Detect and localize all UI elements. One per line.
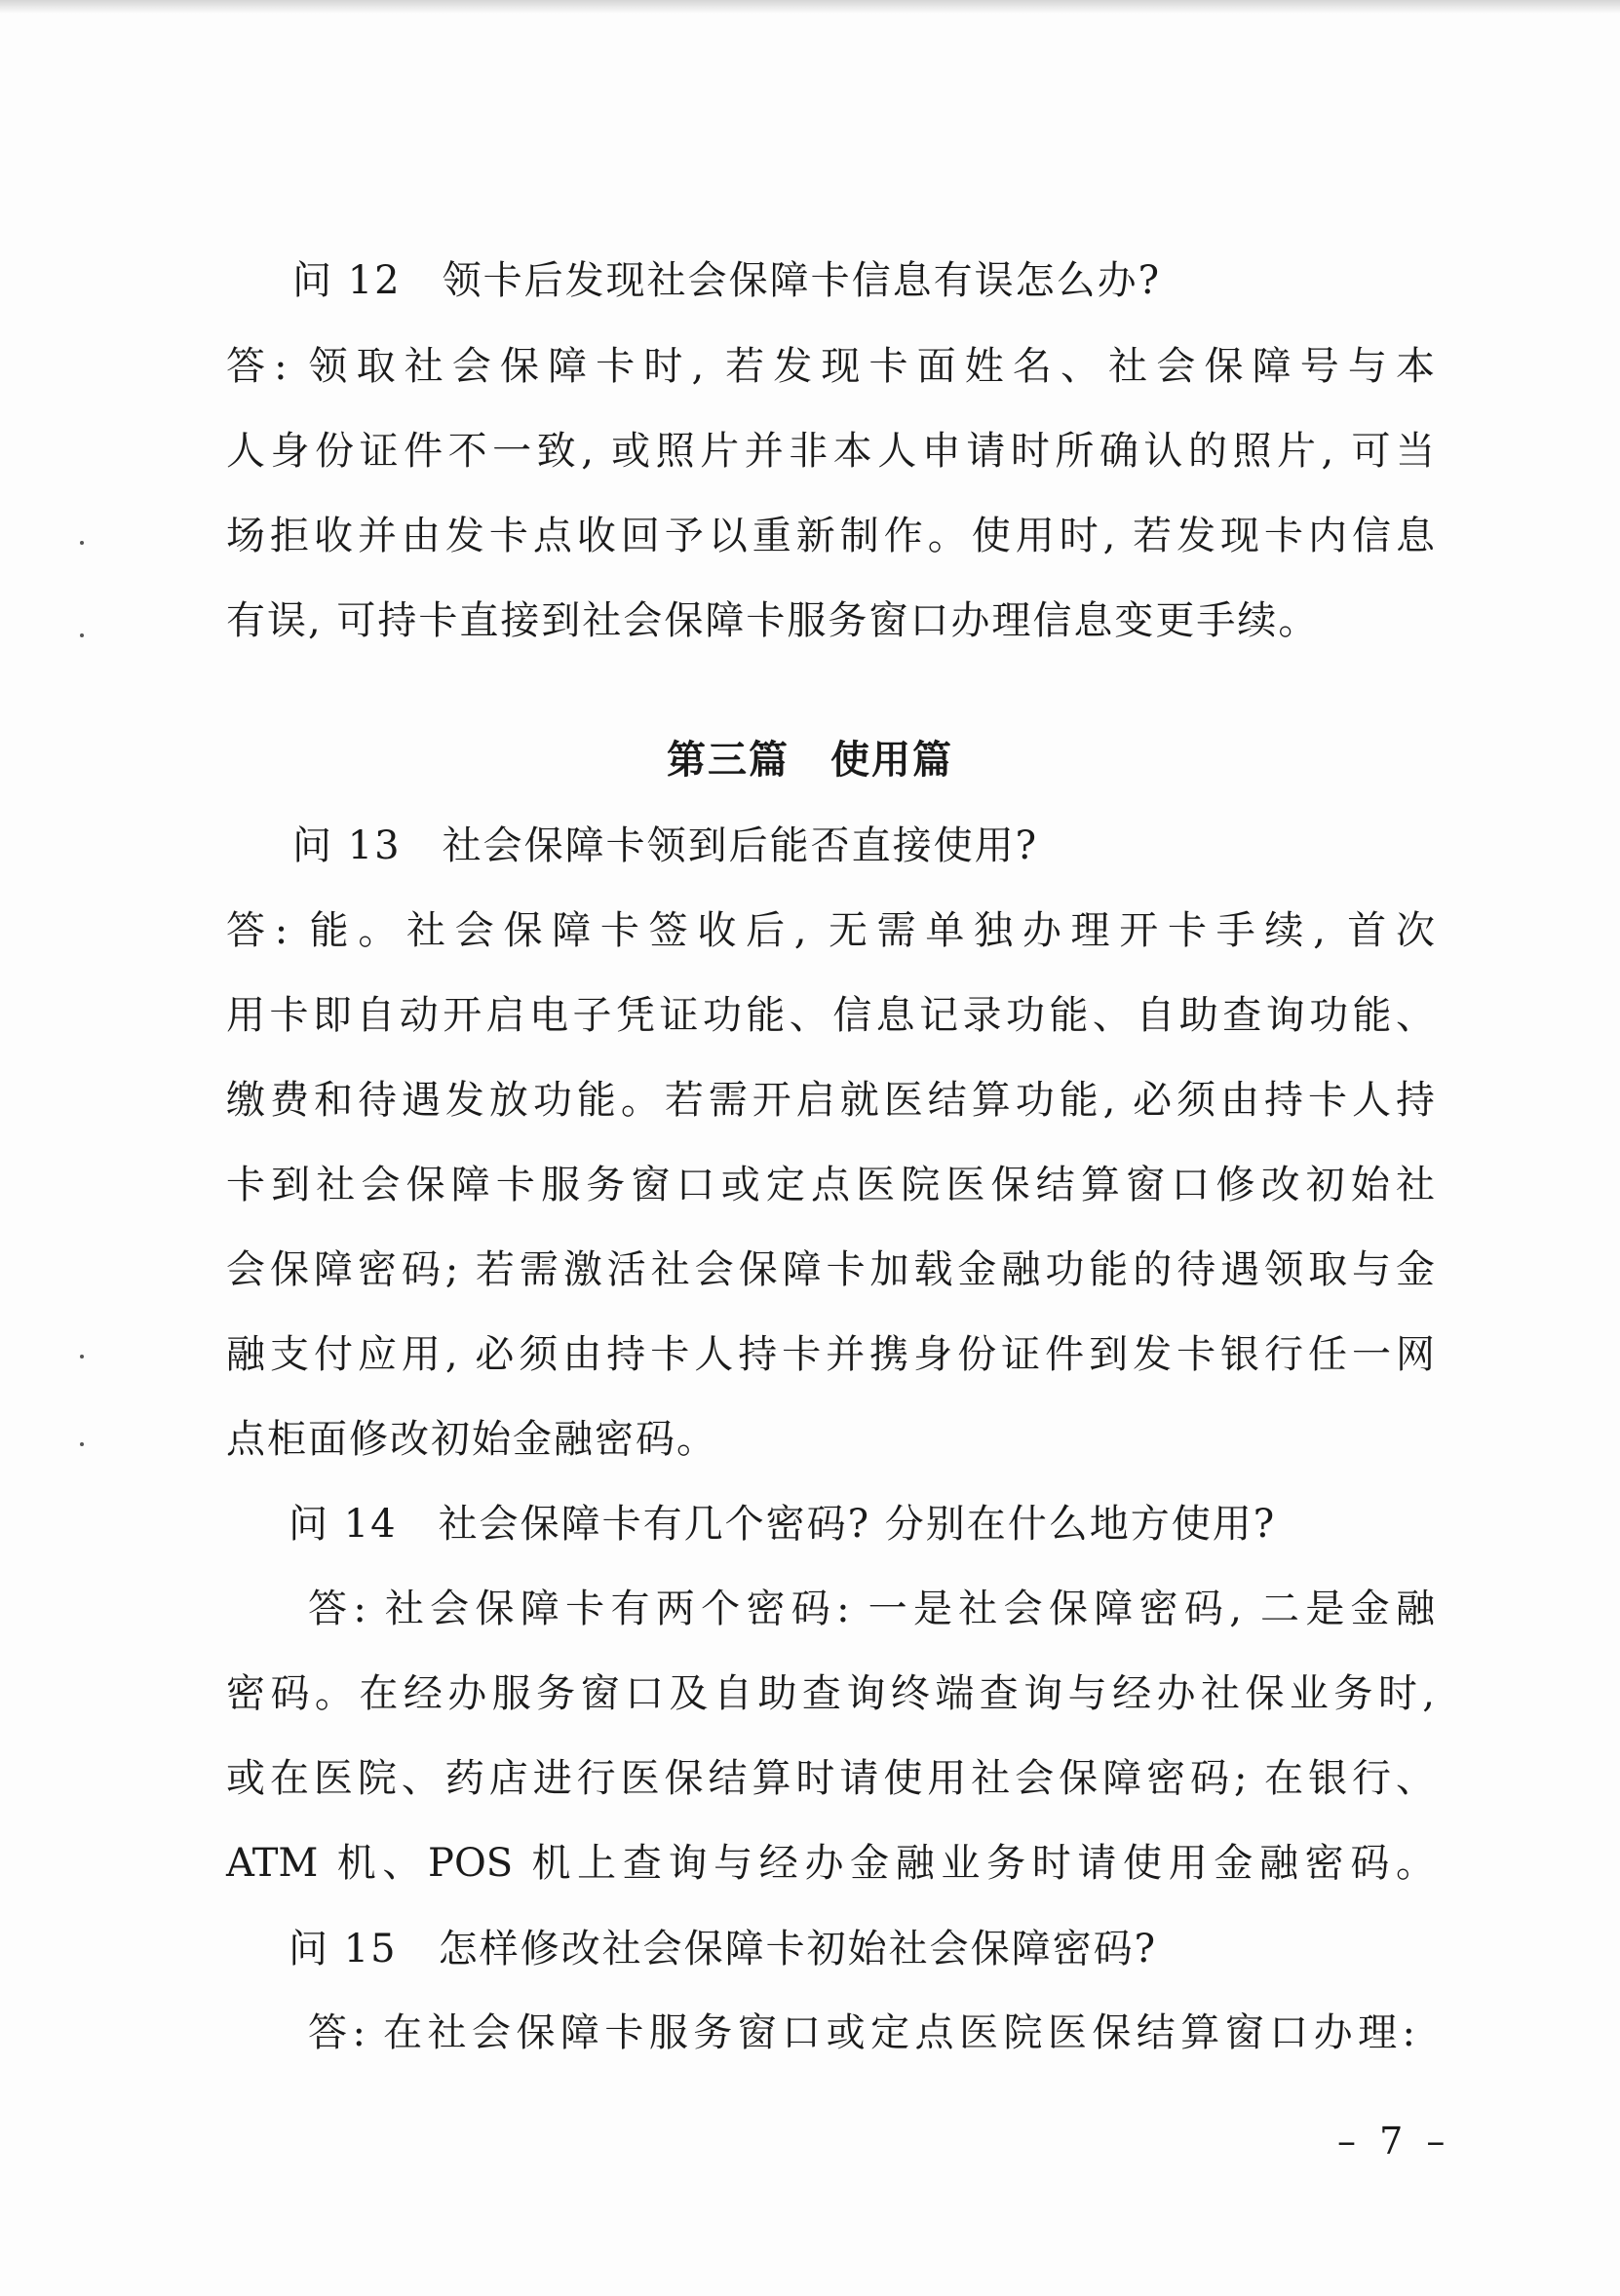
- page-number: – 7 –: [1337, 2120, 1451, 2162]
- answer-15-line-1: 答: 在社会保障卡服务窗口或定点医院医保结算窗口办理:: [308, 2010, 1415, 2055]
- answer-14-line-2: 密码。在经办服务窗口及自助查询终端查询与经办社保业务时,: [226, 1671, 1435, 1716]
- question-12: 问 12 领卡后发现社会保障卡信息有误怎么办?: [292, 258, 1162, 303]
- answer-14-line-3: 或在医院、药店进行医保结算时请使用社会保障密码; 在银行、: [226, 1756, 1435, 1801]
- margin-speck: [80, 541, 84, 545]
- answer-13-line-1: 答: 能。社会保障卡签收后, 无需单独办理开卡手续, 首次: [226, 908, 1435, 953]
- answer-12-line-2: 人身份证件不一致, 或照片并非本人申请时所确认的照片, 可当: [226, 429, 1435, 474]
- answer-12-line-1: 答: 领取社会保障卡时, 若发现卡面姓名、社会保障号与本: [226, 344, 1435, 389]
- answer-14-line-4: ATM 机、POS 机上查询与经办金融业务时请使用金融密码。: [226, 1841, 1435, 1886]
- answer-13-line-6: 融支付应用, 必须由持卡人持卡并携身份证件到发卡银行任一网: [226, 1332, 1435, 1377]
- question-15: 问 15 怎样修改社会保障卡初始社会保障密码?: [289, 1927, 1158, 1971]
- section-heading: 第三篇 使用篇: [667, 738, 953, 783]
- answer-12-line-3: 场拒收并由发卡点收回予以重新制作。使用时, 若发现卡内信息: [226, 514, 1435, 558]
- answer-13-line-5: 会保障密码; 若需激活社会保障卡加载金融功能的待遇领取与金: [226, 1247, 1435, 1292]
- answer-13-line-2: 用卡即自动开启电子凭证功能、信息记录功能、自助查询功能、: [226, 993, 1435, 1038]
- question-13: 问 13 社会保障卡领到后能否直接使用?: [292, 823, 1039, 868]
- answer-13-line-4: 卡到社会保障卡服务窗口或定点医院医保结算窗口修改初始社: [226, 1163, 1435, 1207]
- question-14: 问 14 社会保障卡有几个密码? 分别在什么地方使用?: [289, 1502, 1277, 1547]
- answer-14-line-1: 答: 社会保障卡有两个密码: 一是社会保障密码, 二是金融: [308, 1587, 1435, 1631]
- margin-speck: [80, 1442, 84, 1446]
- margin-speck: [80, 633, 84, 637]
- scan-edge-shadow: [0, 0, 1620, 14]
- answer-12-line-4: 有误, 可持卡直接到社会保障卡服务窗口办理信息变更手续。: [226, 598, 1320, 643]
- margin-speck: [80, 1355, 84, 1358]
- answer-13-line-3: 缴费和待遇发放功能。若需开启就医结算功能, 必须由持卡人持: [226, 1078, 1435, 1123]
- answer-13-line-7: 点柜面修改初始金融密码。: [226, 1417, 717, 1462]
